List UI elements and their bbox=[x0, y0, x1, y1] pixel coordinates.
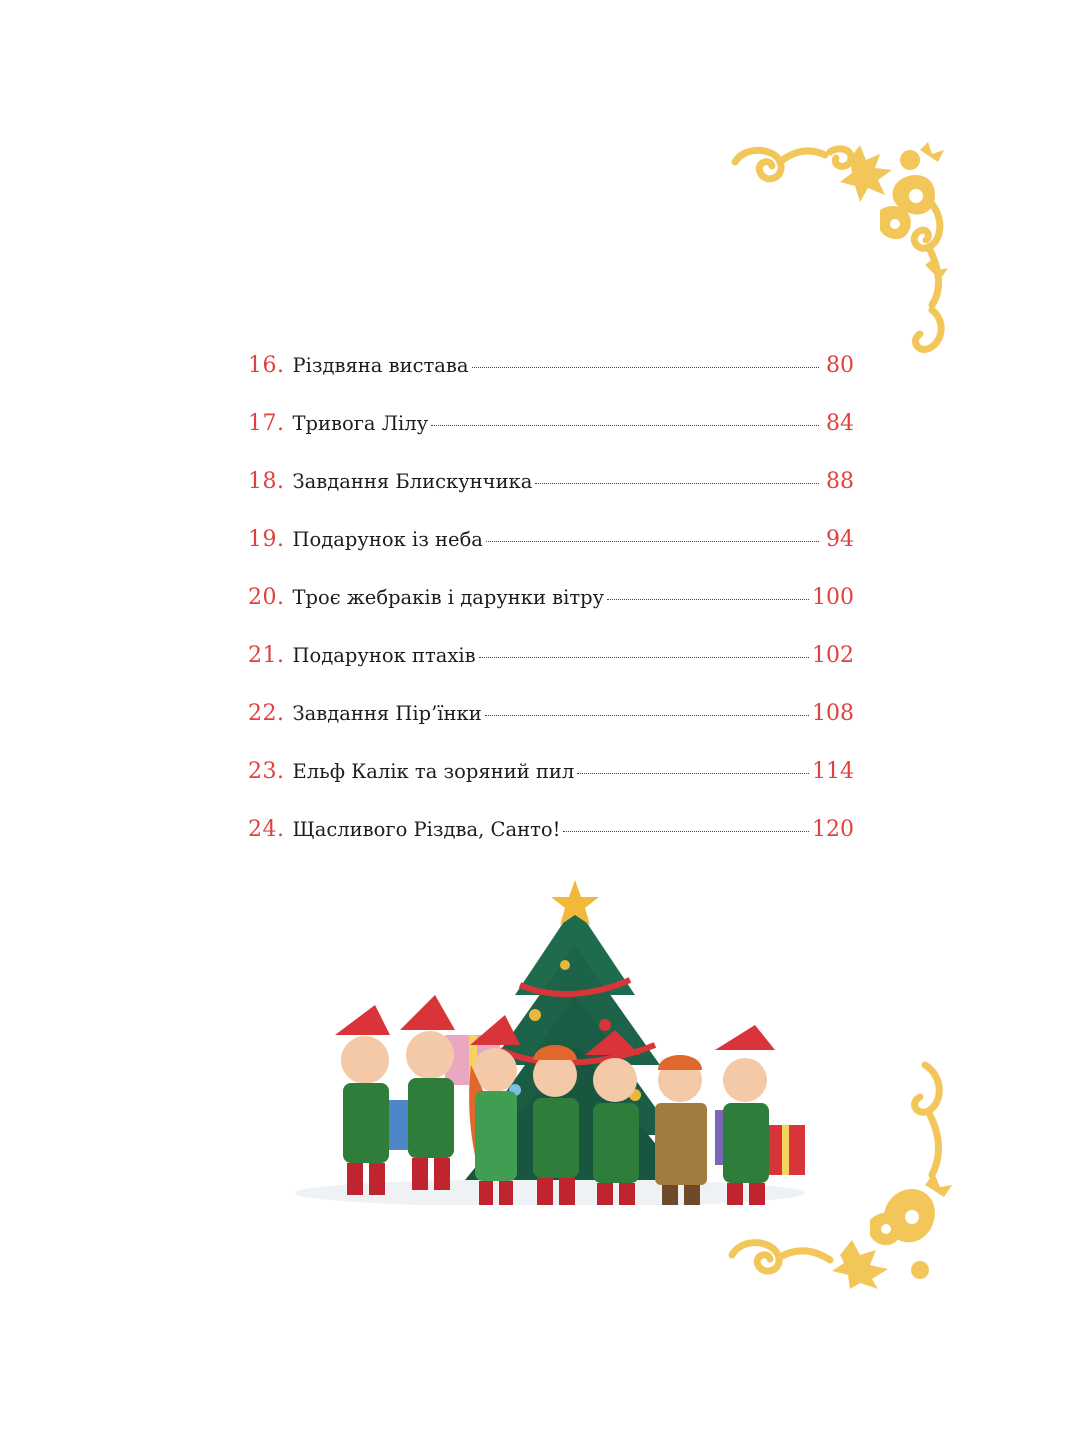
toc-entry-title: Різдвяна вистава bbox=[292, 354, 469, 377]
toc-entry-title: Завдання Блискунчика bbox=[292, 470, 533, 493]
toc-dot-leader bbox=[486, 541, 819, 542]
toc-entry-title: Подарунок із неба bbox=[292, 528, 483, 551]
toc-entry-page: 114 bbox=[812, 759, 854, 784]
toc-entry[interactable] bbox=[248, 694, 854, 752]
toc-entry-page: 108 bbox=[812, 701, 854, 726]
toc-entry-page: 120 bbox=[812, 817, 854, 842]
toc-entry[interactable] bbox=[248, 810, 854, 868]
toc-dot-leader bbox=[485, 715, 809, 716]
toc-entry-number: 18. bbox=[248, 469, 285, 494]
toc-entry-title: Завдання Пір’їнки bbox=[292, 702, 482, 725]
toc-entry[interactable] bbox=[248, 578, 854, 636]
toc-entry-number: 17. bbox=[248, 411, 285, 436]
toc-dot-leader bbox=[535, 483, 819, 484]
toc-entry[interactable] bbox=[248, 752, 854, 810]
toc-entry-title: Ельф Калік та зоряний пил bbox=[292, 760, 575, 783]
toc-dot-leader bbox=[607, 599, 809, 600]
toc-entry[interactable] bbox=[248, 636, 854, 694]
corner-ornament-top bbox=[720, 140, 955, 370]
toc-dot-leader bbox=[577, 773, 809, 774]
toc-entry-page: 84 bbox=[826, 411, 854, 436]
toc-entry-number: 22. bbox=[248, 701, 285, 726]
toc-dot-leader bbox=[479, 657, 809, 658]
toc-entry[interactable] bbox=[248, 346, 854, 404]
toc-entry-title: Троє жебраків і дарунки вітру bbox=[292, 586, 605, 609]
toc-entry-title: Тривога Лілу bbox=[292, 412, 429, 435]
toc-entry-number: 21. bbox=[248, 643, 285, 668]
toc-entry-page: 102 bbox=[812, 643, 854, 668]
corner-ornament-bottom bbox=[720, 1055, 955, 1290]
toc-entry-title: Щасливого Різдва, Санто! bbox=[292, 818, 561, 841]
toc-entry-number: 16. bbox=[248, 353, 285, 378]
toc-dot-leader bbox=[472, 367, 819, 368]
toc-entry-number: 20. bbox=[248, 585, 285, 610]
toc-entry-number: 23. bbox=[248, 759, 285, 784]
toc-entry[interactable] bbox=[248, 462, 854, 520]
toc-entry-page: 100 bbox=[812, 585, 854, 610]
toc-entry-title: Подарунок птахів bbox=[292, 644, 476, 667]
toc-entry-page: 80 bbox=[826, 353, 854, 378]
toc-entry-page: 88 bbox=[826, 469, 854, 494]
toc-entry-number: 19. bbox=[248, 527, 285, 552]
toc-entry-number: 24. bbox=[248, 817, 285, 842]
toc-dot-leader bbox=[563, 831, 809, 832]
toc-dot-leader bbox=[431, 425, 819, 426]
toc-entry-page: 94 bbox=[826, 527, 854, 552]
table-of-contents bbox=[248, 346, 854, 868]
toc-entry[interactable] bbox=[248, 520, 854, 578]
toc-entry[interactable] bbox=[248, 404, 854, 462]
